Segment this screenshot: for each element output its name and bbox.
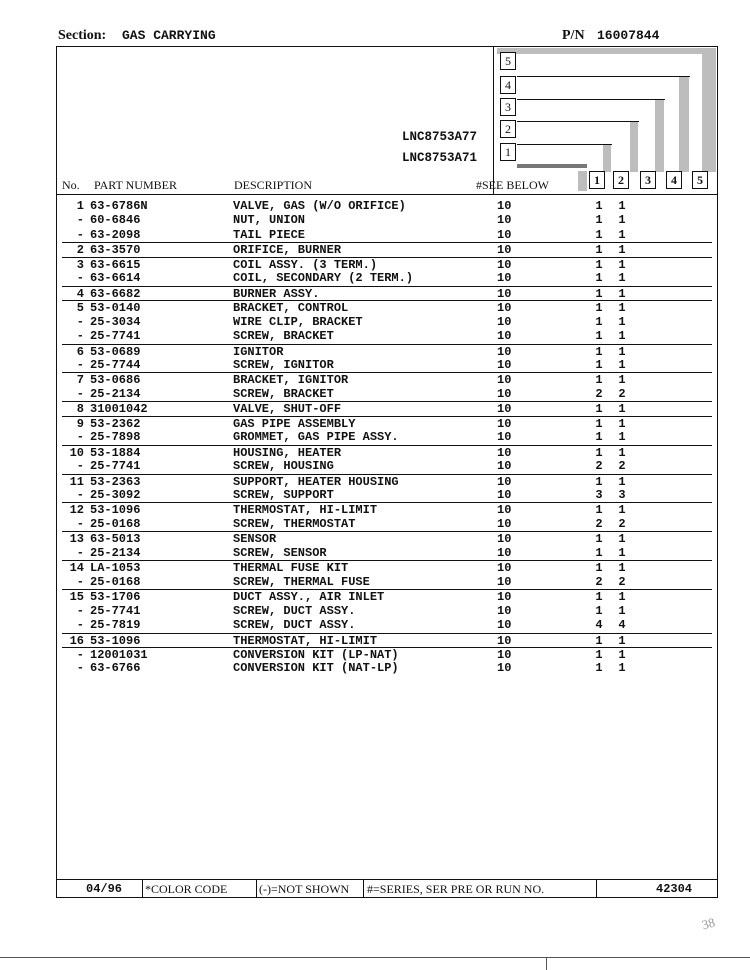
- row-part-number: 25-0168: [90, 516, 141, 531]
- table-row: [62, 575, 712, 589]
- row-description: DUCT ASSY., AIR INLET: [233, 590, 385, 605]
- row-description: SCREW, DUCT ASSY.: [233, 603, 356, 618]
- row-see-below: 10: [497, 488, 512, 502]
- row-qty-series-2: 1: [618, 532, 626, 547]
- row-qty-series-1: 1: [595, 503, 603, 518]
- row-part-number: 53-1884: [90, 445, 141, 460]
- series-column-2: 2: [613, 171, 629, 189]
- row-qty-series-2: 1: [618, 416, 626, 431]
- page-bottom-rule: [0, 957, 750, 958]
- row-see-below: 10: [497, 633, 512, 648]
- row-see-below: 10: [497, 545, 512, 560]
- row-description: WIRE CLIP, BRACKET: [233, 314, 363, 329]
- row-qty-series-2: 1: [618, 373, 626, 388]
- row-see-below: 10: [497, 386, 512, 401]
- row-description: HOUSING, HEATER: [233, 445, 342, 460]
- row-qty-series-2: 1: [618, 633, 626, 648]
- row-item-number: 1: [76, 199, 84, 213]
- model-number-2: LNC8753A71: [402, 151, 478, 165]
- row-item-number: -: [76, 227, 84, 242]
- row-qty-series-1: 2: [595, 574, 603, 589]
- row-see-below: 10: [497, 314, 512, 329]
- row-part-number: 25-0168: [90, 574, 141, 589]
- row-item-number: 6: [76, 344, 84, 359]
- row-see-below: 10: [497, 416, 512, 431]
- row-qty-series-2: 1: [618, 661, 626, 676]
- col-header-description: DESCRIPTION: [234, 178, 313, 192]
- row-see-below: 10: [497, 213, 512, 228]
- row-item-number: 3: [76, 257, 84, 272]
- row-see-below: 10: [497, 503, 512, 518]
- footer-not-shown: (-)=NOT SHOWN: [259, 882, 350, 896]
- series-column-3: 3: [640, 171, 656, 189]
- row-see-below: 10: [497, 647, 512, 662]
- model-number-1: LNC8753A77: [402, 130, 478, 144]
- row-see-below: 10: [497, 199, 512, 213]
- row-description: SCREW, HOUSING: [233, 459, 334, 474]
- row-item-number: 9: [76, 416, 84, 431]
- series-line-1: [517, 144, 612, 145]
- row-qty-series-2: 1: [618, 561, 626, 576]
- series-line-3: [517, 99, 665, 100]
- row-qty-series-2: 1: [618, 647, 626, 662]
- row-description: IGNITOR: [233, 344, 284, 359]
- row-item-number: 7: [76, 373, 84, 388]
- row-qty-series-2: 1: [618, 301, 626, 316]
- table-row: [62, 604, 712, 618]
- series-stair-5: [497, 48, 716, 54]
- col-header-see-below: #SEE BELOW: [476, 178, 549, 192]
- row-item-number: -: [76, 618, 84, 633]
- series-line-1-shade: [517, 164, 587, 168]
- row-see-below: 10: [497, 257, 512, 272]
- row-qty-series-2: 2: [618, 574, 626, 589]
- row-see-below: 10: [497, 301, 512, 316]
- row-item-number: 16: [69, 633, 84, 648]
- series-stack-box-3: 3: [500, 98, 516, 116]
- table-row: [62, 271, 712, 285]
- row-qty-series-2: 2: [618, 516, 626, 531]
- row-qty-series-2: 1: [618, 445, 626, 460]
- row-qty-series-2: 1: [618, 257, 626, 272]
- row-description: NUT, UNION: [233, 213, 306, 228]
- row-qty-series-1: 1: [595, 647, 603, 662]
- row-description: COIL ASSY. (3 TERM.): [233, 257, 378, 272]
- row-see-below: 10: [497, 357, 512, 372]
- series-stair-2-vertical: [630, 122, 638, 172]
- series-line-4: [517, 76, 690, 77]
- row-part-number: 53-2362: [90, 416, 141, 431]
- row-qty-series-2: 1: [618, 603, 626, 618]
- row-part-number: 25-2134: [90, 386, 141, 401]
- row-description: THERMOSTAT, HI-LIMIT: [233, 633, 378, 648]
- row-description: SCREW, THERMAL FUSE: [233, 574, 370, 589]
- footer-series-note: #=SERIES, SER PRE OR RUN NO.: [367, 882, 545, 896]
- row-part-number: 53-1706: [90, 590, 141, 605]
- row-qty-series-1: 1: [595, 344, 603, 359]
- row-description: BRACKET, CONTROL: [233, 301, 349, 316]
- row-qty-series-1: 1: [595, 445, 603, 460]
- table-row: [62, 329, 712, 343]
- series-stair-5-vertical: [702, 54, 716, 172]
- row-qty-series-1: 1: [595, 227, 603, 242]
- series-column-1: 1: [589, 171, 605, 189]
- table-row: [62, 517, 712, 531]
- row-part-number: 63-6682: [90, 286, 141, 301]
- row-qty-series-1: 1: [595, 430, 603, 445]
- row-see-below: 10: [497, 561, 512, 576]
- series-stack-box-4: 4: [500, 76, 516, 94]
- row-qty-series-1: 1: [595, 213, 603, 228]
- row-description: BURNER ASSY.: [233, 286, 320, 301]
- row-part-number: 53-2363: [90, 474, 141, 489]
- row-description: SUPPORT, HEATER HOUSING: [233, 474, 399, 489]
- table-row: [62, 560, 712, 575]
- row-part-number: 53-1096: [90, 503, 141, 518]
- row-part-number: 25-7898: [90, 430, 141, 445]
- series-stair-3-vertical: [655, 100, 664, 172]
- pn-label: P/N: [562, 28, 585, 43]
- row-qty-series-2: 3: [618, 488, 626, 502]
- row-item-number: 12: [69, 503, 84, 518]
- row-qty-series-1: 2: [595, 459, 603, 474]
- row-see-below: 10: [497, 574, 512, 589]
- table-row: [62, 531, 712, 546]
- row-item-number: 15: [69, 590, 84, 605]
- row-part-number: 63-6766: [90, 661, 141, 676]
- row-qty-series-1: 1: [595, 402, 603, 417]
- row-part-number: 63-2098: [90, 227, 141, 242]
- series-column-4: 4: [666, 171, 682, 189]
- row-description: VALVE, GAS (W/O ORIFICE): [233, 199, 406, 213]
- table-row: [62, 315, 712, 329]
- row-part-number: 63-6615: [90, 257, 141, 272]
- row-part-number: 25-2134: [90, 545, 141, 560]
- row-qty-series-1: 1: [595, 661, 603, 676]
- row-description: BRACKET, IGNITOR: [233, 373, 349, 388]
- row-qty-series-1: 1: [595, 301, 603, 316]
- row-part-number: 25-7741: [90, 329, 141, 344]
- row-item-number: 4: [76, 286, 84, 301]
- table-row: [62, 474, 712, 489]
- footer-divider: [256, 880, 257, 897]
- row-description: SCREW, DUCT ASSY.: [233, 618, 356, 633]
- table-row: [62, 647, 712, 662]
- table-row: [62, 358, 712, 372]
- table-row: [62, 257, 712, 272]
- row-item-number: 2: [76, 243, 84, 258]
- footer-divider: [363, 880, 364, 897]
- row-see-below: 10: [497, 286, 512, 301]
- row-item-number: 8: [76, 402, 84, 417]
- row-qty-series-2: 1: [618, 286, 626, 301]
- row-part-number: 25-7741: [90, 603, 141, 618]
- row-part-number: 63-6786N: [90, 199, 148, 213]
- row-qty-series-1: 4: [595, 618, 603, 633]
- row-qty-series-2: 2: [618, 386, 626, 401]
- row-item-number: 10: [69, 445, 84, 460]
- row-part-number: 25-7741: [90, 459, 141, 474]
- footer-date: 04/96: [86, 882, 123, 896]
- header-divider: [56, 194, 718, 195]
- row-see-below: 10: [497, 227, 512, 242]
- pn-value: 16007844: [597, 28, 660, 43]
- row-part-number: 12001031: [90, 647, 148, 662]
- row-item-number: -: [76, 386, 84, 401]
- row-qty-series-2: 2: [618, 459, 626, 474]
- col-header-no: No.: [62, 178, 80, 192]
- row-see-below: 10: [497, 661, 512, 676]
- row-qty-series-2: 1: [618, 474, 626, 489]
- series-stack-box-2: 2: [500, 120, 516, 138]
- row-qty-series-2: 1: [618, 199, 626, 213]
- row-item-number: -: [76, 488, 84, 502]
- series-stair-1-vertical: [603, 145, 611, 172]
- row-see-below: 10: [497, 618, 512, 633]
- table-row: [62, 344, 712, 359]
- table-row: [62, 618, 712, 632]
- row-see-below: 10: [497, 603, 512, 618]
- row-part-number: 25-3092: [90, 488, 141, 502]
- table-row: [62, 372, 712, 387]
- row-qty-series-1: 1: [595, 545, 603, 560]
- row-qty-series-2: 1: [618, 227, 626, 242]
- row-qty-series-1: 1: [595, 603, 603, 618]
- row-item-number: -: [76, 271, 84, 286]
- row-part-number: 25-3034: [90, 314, 141, 329]
- row-qty-series-1: 1: [595, 373, 603, 388]
- row-item-number: -: [76, 213, 84, 228]
- row-item-number: -: [76, 574, 84, 589]
- row-part-number: 53-0686: [90, 373, 141, 388]
- row-see-below: 10: [497, 329, 512, 344]
- series-stack-box-5: 5: [500, 52, 516, 70]
- table-row: [62, 199, 712, 213]
- row-item-number: 14: [69, 561, 84, 576]
- row-qty-series-1: 1: [595, 257, 603, 272]
- row-qty-series-2: 1: [618, 503, 626, 518]
- row-qty-series-1: 1: [595, 243, 603, 258]
- row-description: SCREW, SUPPORT: [233, 488, 334, 502]
- table-row: [62, 213, 712, 227]
- row-qty-series-1: 2: [595, 516, 603, 531]
- row-part-number: 63-3570: [90, 243, 141, 258]
- row-description: THERMOSTAT, HI-LIMIT: [233, 503, 378, 518]
- row-part-number: 25-7744: [90, 357, 141, 372]
- row-qty-series-1: 1: [595, 633, 603, 648]
- row-part-number: 53-1096: [90, 633, 141, 648]
- row-description: SCREW, THERMOSTAT: [233, 516, 356, 531]
- row-see-below: 10: [497, 590, 512, 605]
- row-qty-series-2: 1: [618, 213, 626, 228]
- table-row: [62, 387, 712, 401]
- row-description: GROMMET, GAS PIPE ASSY.: [233, 430, 399, 445]
- row-qty-series-2: 1: [618, 329, 626, 344]
- row-see-below: 10: [497, 445, 512, 460]
- row-item-number: -: [76, 329, 84, 344]
- table-row: [62, 445, 712, 460]
- row-description: CONVERSION KIT (LP-NAT): [233, 647, 399, 662]
- row-qty-series-1: 1: [595, 329, 603, 344]
- row-item-number: 13: [69, 532, 84, 547]
- table-row: [62, 488, 712, 502]
- row-qty-series-2: 1: [618, 545, 626, 560]
- row-see-below: 10: [497, 243, 512, 258]
- table-row: [62, 300, 712, 315]
- row-description: SENSOR: [233, 532, 277, 547]
- row-qty-series-2: 1: [618, 590, 626, 605]
- series-line-2: [517, 121, 639, 122]
- row-see-below: 10: [497, 344, 512, 359]
- row-qty-series-1: 1: [595, 271, 603, 286]
- section-label: Section:: [58, 28, 107, 43]
- row-part-number: 53-0689: [90, 344, 141, 359]
- row-item-number: -: [76, 661, 84, 676]
- row-qty-series-2: 1: [618, 243, 626, 258]
- row-qty-series-2: 1: [618, 357, 626, 372]
- table-row: [62, 633, 712, 648]
- table-row: [62, 228, 712, 242]
- row-qty-series-1: 3: [595, 488, 603, 502]
- footer-color-code: *COLOR CODE: [145, 882, 228, 896]
- row-description: VALVE, SHUT-OFF: [233, 402, 342, 417]
- row-see-below: 10: [497, 430, 512, 445]
- footer-divider: [142, 880, 143, 897]
- row-qty-series-2: 4: [618, 618, 626, 633]
- row-item-number: -: [76, 430, 84, 445]
- row-item-number: 5: [76, 301, 84, 316]
- table-row: [62, 661, 712, 675]
- row-qty-series-1: 1: [595, 199, 603, 213]
- table-row: [62, 416, 712, 431]
- row-qty-series-1: 1: [595, 416, 603, 431]
- row-qty-series-1: 2: [595, 386, 603, 401]
- row-see-below: 10: [497, 516, 512, 531]
- table-row: [62, 546, 712, 560]
- row-qty-series-2: 1: [618, 402, 626, 417]
- footer-doc-number: 42304: [656, 882, 693, 896]
- page-bottom-tick: [546, 957, 547, 970]
- section-value: GAS CARRYING: [122, 28, 216, 43]
- page-number-mark: 38: [700, 914, 717, 933]
- row-item-number: -: [76, 647, 84, 662]
- series-column-5: 5: [692, 171, 708, 189]
- row-description: ORIFICE, BURNER: [233, 243, 342, 258]
- row-qty-series-1: 1: [595, 314, 603, 329]
- row-description: THERMAL FUSE KIT: [233, 561, 349, 576]
- row-part-number: 31001042: [90, 402, 148, 417]
- row-part-number: 60-6846: [90, 213, 141, 228]
- row-part-number: 63-5013: [90, 532, 141, 547]
- series-col-shade-1: [578, 171, 587, 191]
- table-row: [62, 589, 712, 604]
- table-row: [62, 242, 712, 257]
- row-item-number: 11: [69, 474, 84, 489]
- row-item-number: -: [76, 314, 84, 329]
- row-qty-series-2: 1: [618, 314, 626, 329]
- row-description: COIL, SECONDARY (2 TERM.): [233, 271, 414, 286]
- row-see-below: 10: [497, 474, 512, 489]
- footer-divider: [596, 880, 597, 897]
- series-stair-4-vertical: [679, 77, 689, 172]
- row-item-number: -: [76, 545, 84, 560]
- table-row: [62, 459, 712, 473]
- row-part-number: 25-7819: [90, 618, 141, 633]
- row-see-below: 10: [497, 373, 512, 388]
- row-description: SCREW, IGNITOR: [233, 357, 334, 372]
- row-item-number: -: [76, 357, 84, 372]
- row-qty-series-1: 1: [595, 532, 603, 547]
- row-item-number: -: [76, 459, 84, 474]
- row-part-number: LA-1053: [90, 561, 141, 576]
- row-item-number: -: [76, 516, 84, 531]
- series-stack-box-1: 1: [500, 143, 516, 161]
- see-below-divider: [493, 46, 494, 194]
- row-qty-series-1: 1: [595, 474, 603, 489]
- row-see-below: 10: [497, 271, 512, 286]
- row-description: SCREW, BRACKET: [233, 329, 334, 344]
- row-qty-series-2: 1: [618, 271, 626, 286]
- row-qty-series-2: 1: [618, 430, 626, 445]
- row-description: GAS PIPE ASSEMBLY: [233, 416, 356, 431]
- row-qty-series-1: 1: [595, 590, 603, 605]
- table-row: [62, 286, 712, 301]
- row-qty-series-1: 1: [595, 286, 603, 301]
- table-row: [62, 430, 712, 444]
- row-part-number: 63-6614: [90, 271, 141, 286]
- row-part-number: 53-0140: [90, 301, 141, 316]
- row-see-below: 10: [497, 532, 512, 547]
- col-header-part-number: PART NUMBER: [94, 178, 177, 192]
- row-see-below: 10: [497, 459, 512, 474]
- row-description: SCREW, SENSOR: [233, 545, 327, 560]
- table-row: [62, 401, 712, 416]
- row-description: CONVERSION KIT (NAT-LP): [233, 661, 399, 676]
- row-item-number: -: [76, 603, 84, 618]
- row-qty-series-1: 1: [595, 357, 603, 372]
- row-description: SCREW, BRACKET: [233, 386, 334, 401]
- row-description: TAIL PIECE: [233, 227, 306, 242]
- table-row: [62, 502, 712, 517]
- row-qty-series-1: 1: [595, 561, 603, 576]
- row-qty-series-2: 1: [618, 344, 626, 359]
- row-see-below: 10: [497, 402, 512, 417]
